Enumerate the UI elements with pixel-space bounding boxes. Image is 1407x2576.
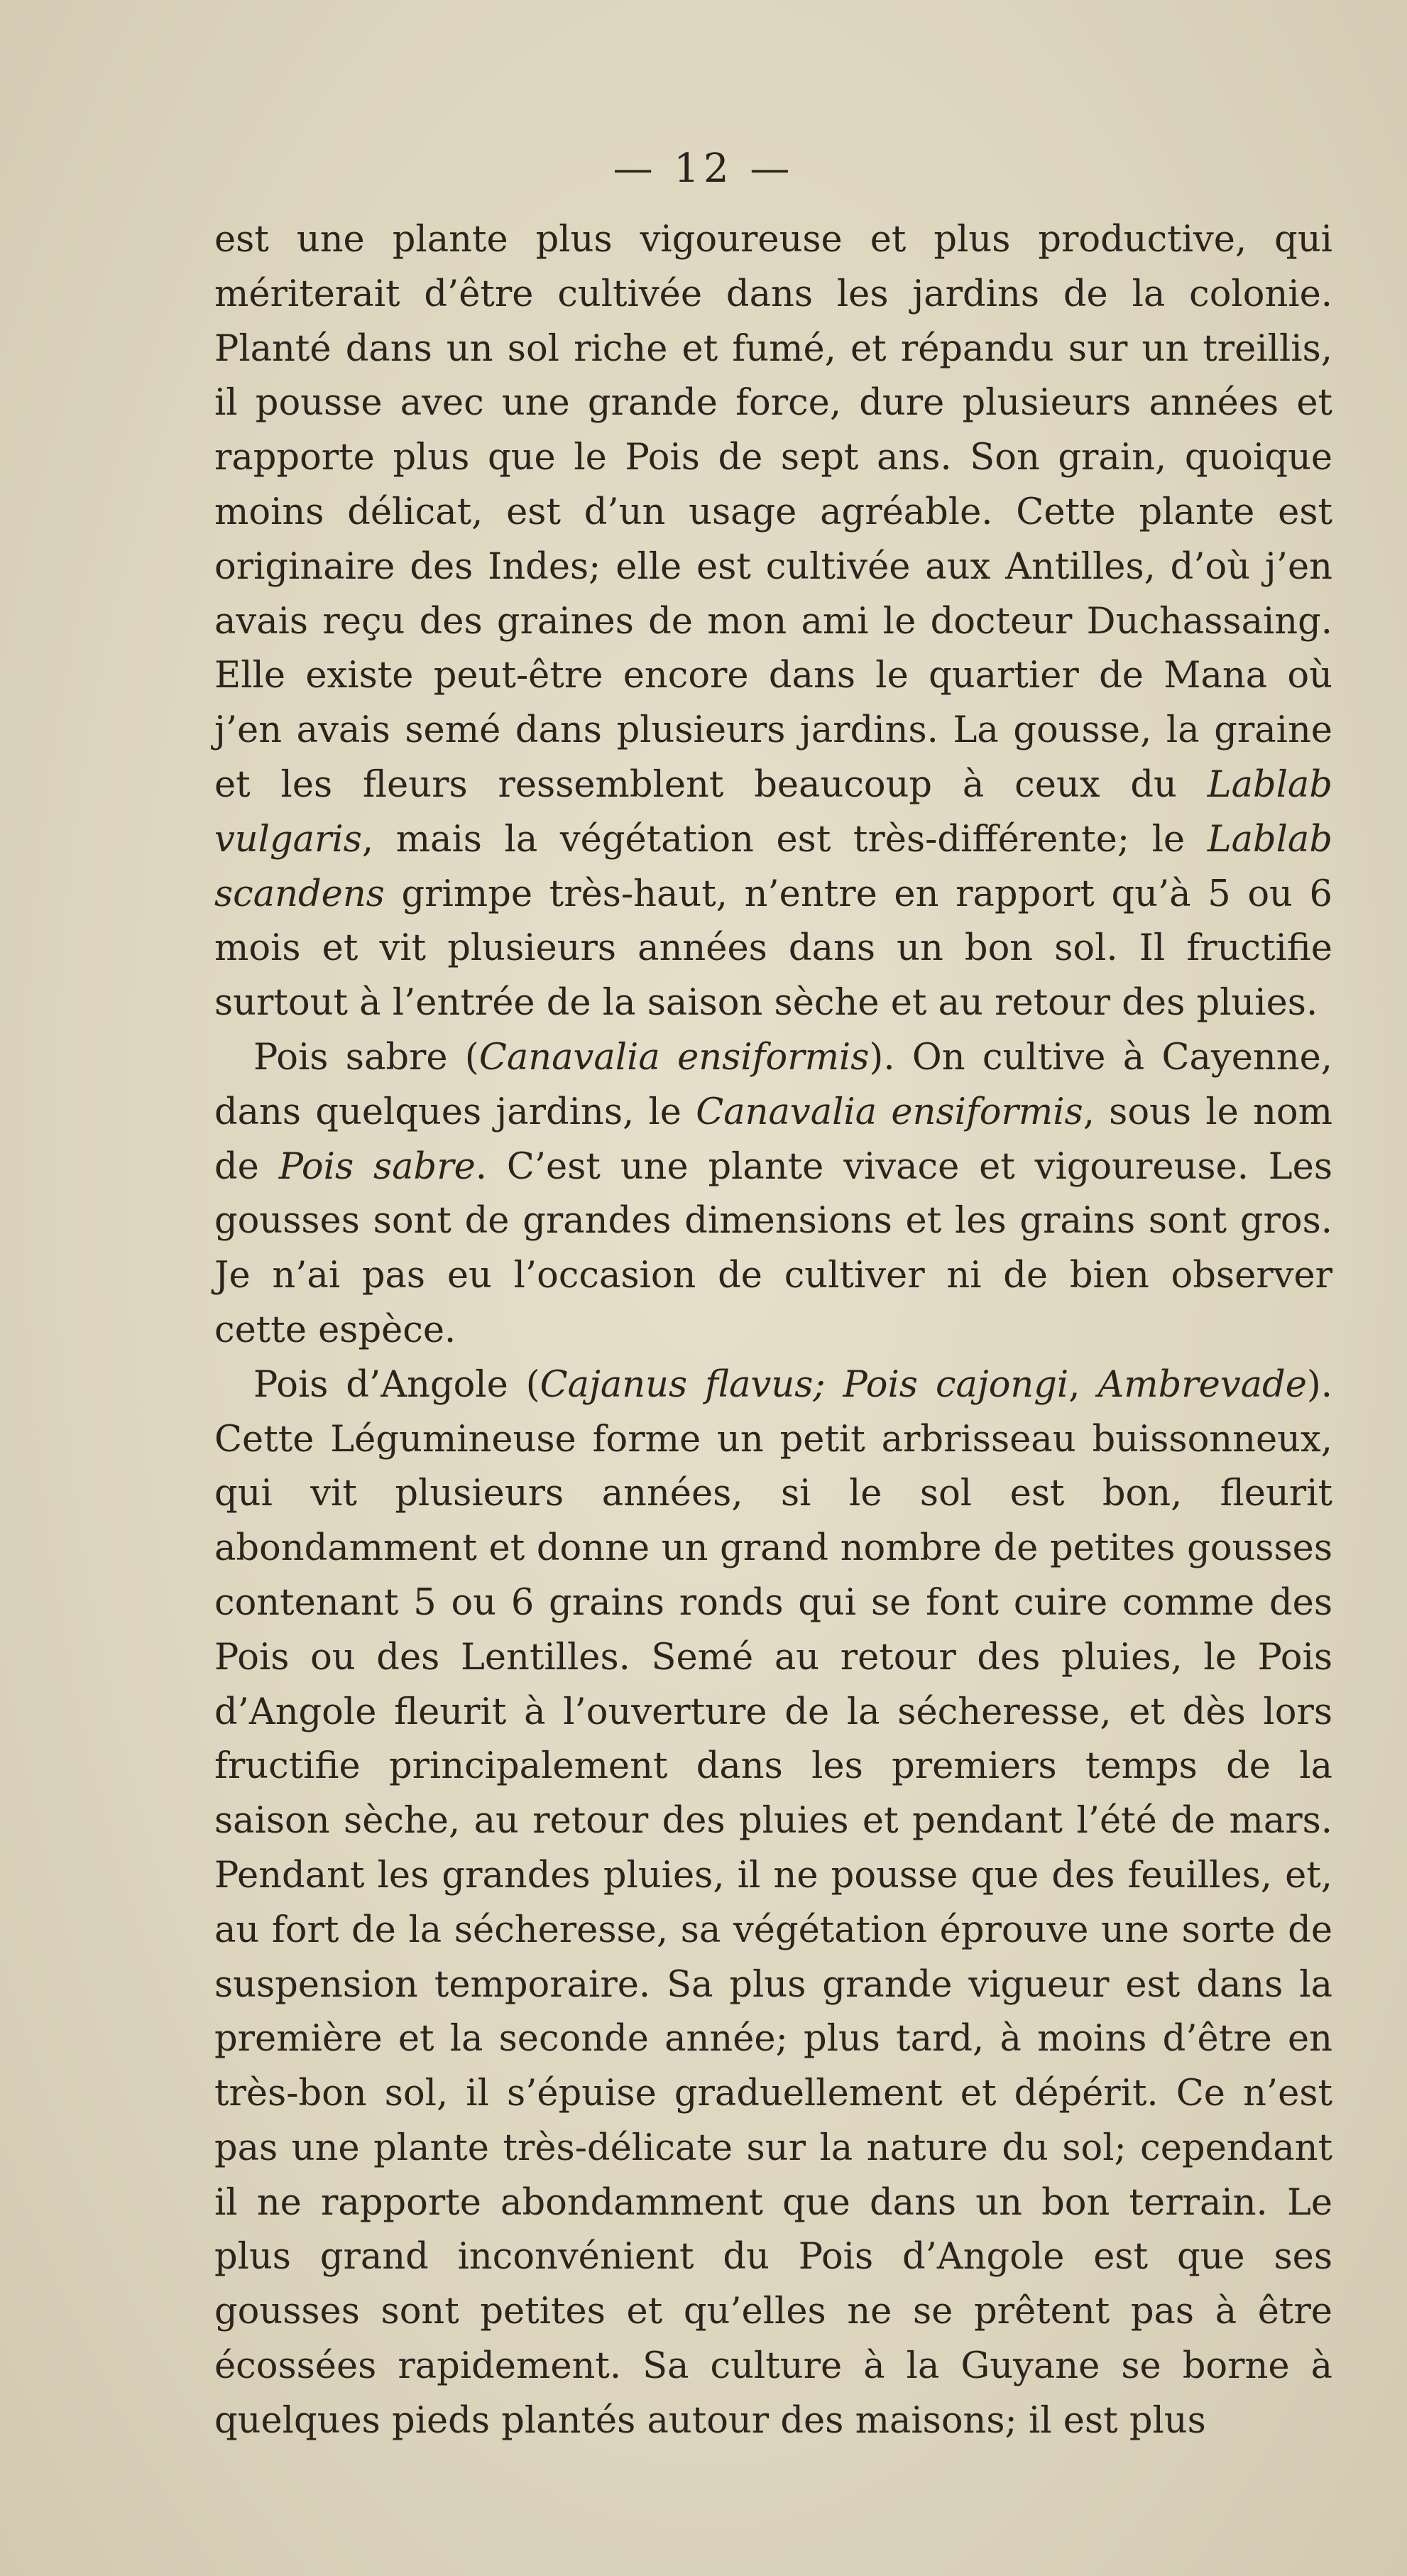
text-run: grimpe très-haut, n’entre en rapport qu’à 5 ou 6 mois et vit plusieurs années dans un bon sol. Il fructifie surtout à l’entrée de la saison sèche et au retour des pluies.: [214, 873, 1332, 1025]
text-run: . C’est une plante vivace et vigoureuse. Les gousses sont de grandes dimensions et les grains sont gros. Je n’ai pas eu l’occasion de cultiver ni de bien observer cette espèce.: [214, 1145, 1333, 1351]
text-run: est une plante plus vigoureuse et plus productive, qui mériterait d’être cultivée dans les jardins de la colonie. Planté dans un sol riche et fumé, et répandu sur un treillis, il pousse avec une grande force, dure plusieurs années et rapporte plus que le Pois de sept ans. Son grain, quoique moins délicat, est d’un usage agréable. Cette plante est originaire des Indes; elle est cultivée aux Antilles, d’où j’en avais reçu des graines de mon ami le docteur Duchassaing. Elle existe peut-être encore dans le quartier de Mana où j’en avais semé dans plusieurs jardins. La gousse, la graine et les fleurs ressemblent beaucoup à ceux du: [214, 219, 1332, 806]
italic-common-name: Pois sabre: [278, 1145, 476, 1188]
italic-species-name: Lablab vulgaris: [214, 763, 1332, 861]
italic-species-name: Canavalia ensiformis: [696, 1091, 1083, 1133]
text-run: Pois sabre (: [253, 1036, 479, 1079]
paragraph-lablab: [214, 213, 1332, 1031]
text-run: , sous le nom de: [214, 1091, 1332, 1188]
text-run: Pois d’Angole (: [253, 1363, 540, 1406]
italic-species-name: Lablab scandens: [214, 818, 1332, 915]
italic-species-name: Canavalia ensiformis: [478, 1036, 870, 1079]
text-run: ,: [1068, 1363, 1098, 1406]
page-number: — 12 —: [613, 146, 794, 192]
paragraph-pois-sabre: [214, 1031, 1332, 1358]
body-text: [214, 213, 1332, 2449]
text-run: ). On cultive à Cayenne, dans quelques jardins, le: [214, 1036, 1333, 1133]
text-run: , mais la végétation est très-différente; le: [361, 818, 1208, 861]
paragraph-pois-angole: [214, 1358, 1332, 2449]
italic-common-name: Ambrevade: [1097, 1363, 1307, 1406]
italic-species-name: Cajanus flavus; Pois cajongi: [540, 1363, 1069, 1406]
text-run: ). Cette Légumineuse forme un petit arbrisseau buissonneux, qui vit plusieurs années, si le sol est bon, fleurit abondamment et donne un grand nombre de petites gousses contenant 5 ou 6 grains ronds qui se font cuire comme des Pois ou des Lentilles. Semé au retour des pluies, le Pois d’Angole fleurit à l’ouverture de la sécheresse, et dès lors fructifie principalement dans les premiers temps de la saison sèche, au retour des pluies et pendant l’été de mars. Pendant les grandes pluies, il ne pousse que des feuilles, et, au fort de la sécheresse, sa végétation éprouve une sorte de suspension temporaire. Sa plus grande vigueur est dans la première et la seconde année; plus tard, à moins d’être en très-bon sol, il s’épuise graduellement et dépérit. Ce n’est pas une plante très-délicate sur la nature du sol; cependant il ne rapporte abondamment que dans un bon terrain. Le plus grand inconvénient du Pois d’Angole est que ses gousses sont petites et qu’elles ne se prêtent pas à être écossées rapidement. Sa culture à la Guyane se borne à quelques pieds plantés autour des maisons; il est plus: [214, 1363, 1332, 2442]
